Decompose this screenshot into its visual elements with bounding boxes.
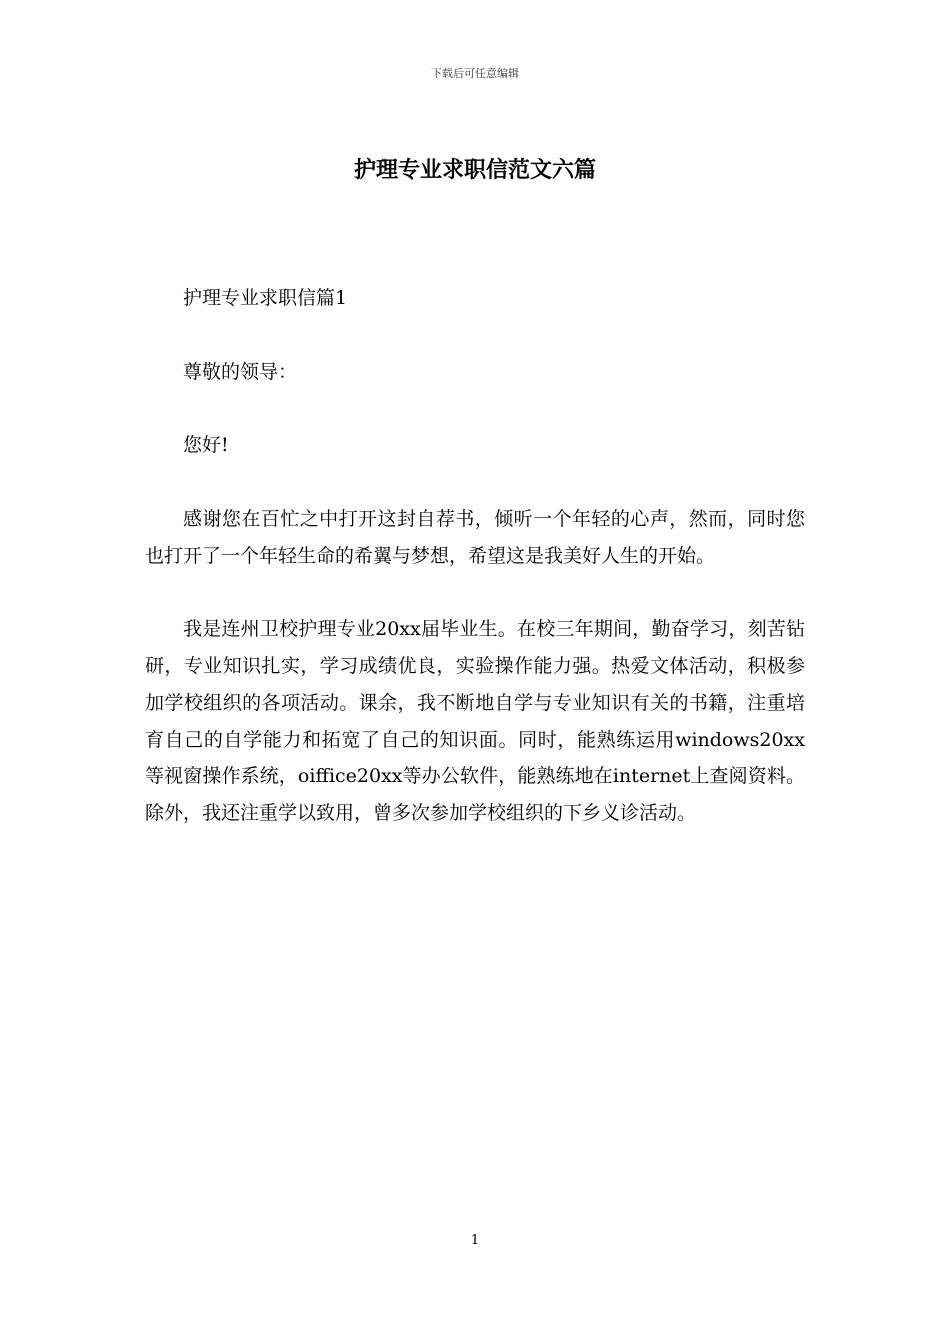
page-number: 1 <box>470 1233 480 1248</box>
paragraph-background: 我是连州卫校护理专业20xx届毕业生。在校三年期间，勤奋学习，刻苦钻研，专业知识扎实，学习成绩优良，实验操作能力强。热爱文体活动，积极参加学校组织的各项活动。课余，我不断地自学与专业知识有关的书籍，注重培育自己的自学能力和拓宽了自己的知识面。同时，能熟练运用windows20xx等视窗操作系统，oiffice20xx等办公软件，能熟练地在internet上查阅资料。除外，我还注重学以致用，曾多次参加学校组织的下乡义诊活动。 <box>145 618 805 825</box>
section-heading: 护理专业求职信篇1 <box>183 287 348 309</box>
header-note: 下载后可任意编辑 <box>431 67 519 80</box>
greeting: 您好! <box>183 434 229 457</box>
paragraph-intro: 感谢您在百忙之中打开这封自荐书，倾听一个年轻的心声，然而，同时您也打开了一个年轻生命的希翼与梦想，希望这是我美好人生的开始。 <box>145 507 805 567</box>
salutation: 尊敬的领导： <box>183 360 298 383</box>
document-title: 护理专业求职信范文六篇 <box>353 157 596 183</box>
document-body <box>145 280 805 869</box>
